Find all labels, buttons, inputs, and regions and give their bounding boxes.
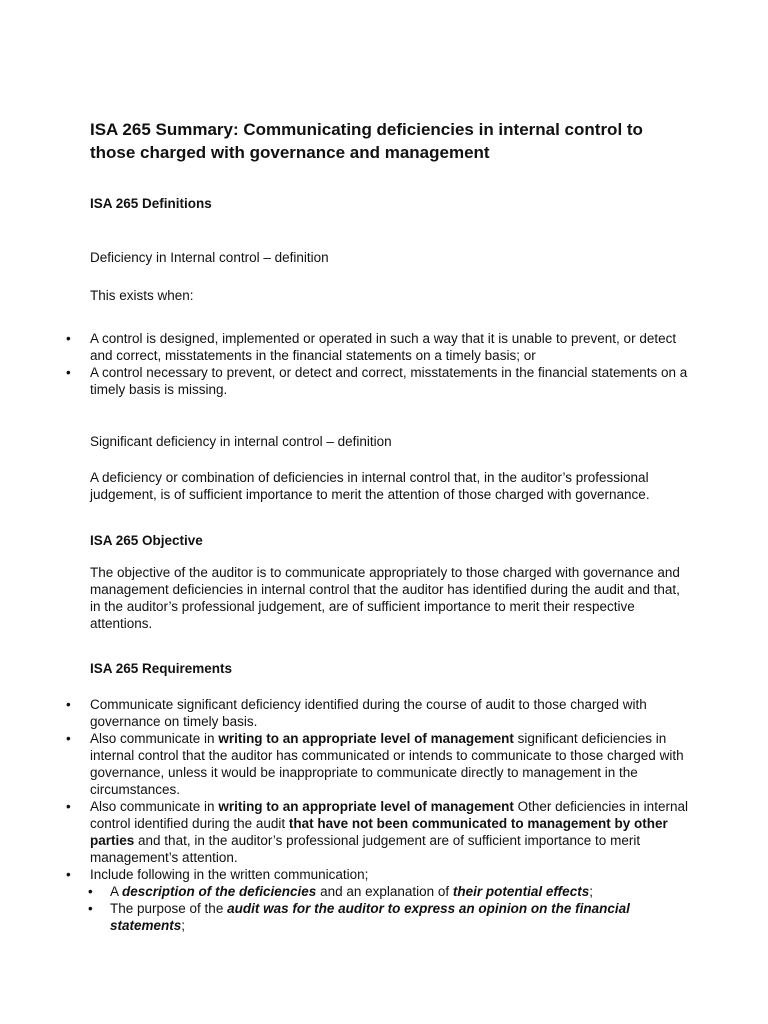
sublist-container bbox=[0, 883, 768, 934]
list-item-text: Communicate significant deficiency identified during the course of audit to those charged with governance on timely basis. bbox=[90, 697, 647, 729]
sublist-item-text-part: The purpose of the bbox=[110, 901, 228, 916]
bullet-icon: • bbox=[66, 365, 71, 380]
list-item bbox=[0, 696, 690, 730]
deficiency-definition-label: Deficiency in Internal control – definition bbox=[90, 250, 329, 265]
sublist-item-text-part: A bbox=[110, 884, 123, 899]
list-item-text-part: Other deficiencies in internal control identified during the audit bbox=[90, 799, 688, 831]
sublist-item-text-part: ; bbox=[589, 884, 593, 899]
requirements-list bbox=[0, 696, 768, 934]
list-item-text: A control is designed, implemented or operated in such a way that it is unable to prevent, or detect and correct, misstatements in the financial statements on a timely basis; or bbox=[90, 331, 677, 363]
list-item-text-bold: writing to an appropriate level of management bbox=[218, 799, 514, 814]
list-item-text-bold: writing to an appropriate level of management bbox=[218, 731, 514, 746]
sublist-item bbox=[0, 900, 690, 934]
sublist-item-text-part: ; bbox=[181, 918, 186, 933]
bullet-icon: • bbox=[88, 901, 93, 916]
bullet-icon: • bbox=[66, 867, 71, 882]
sublist-item-text-part: and an explanation of bbox=[316, 884, 453, 899]
list-item-text-part: and that, in the auditor’s professional judgement are of sufficient importance to merit management’s attention. bbox=[90, 833, 641, 865]
list-item bbox=[0, 798, 690, 866]
sublist-item-text-bold-italic: audit was for the auditor to express an opinion on the financial statements bbox=[110, 901, 630, 933]
bullet-icon: • bbox=[66, 697, 71, 712]
list-item-text: Include following in the written communication; bbox=[90, 867, 369, 882]
significant-deficiency-text: A deficiency or combination of deficiencies in internal control that, in the auditor’s professional judgement, is of sufficient importance to merit the attention of those charged with governance. bbox=[90, 470, 650, 502]
sublist-item-text-bold-italic: description of the deficiencies bbox=[122, 884, 317, 899]
list-item-text-bold: that have not been communicated to management by other parties bbox=[90, 816, 668, 848]
sublist-item-text-bold-italic: their potential effects bbox=[452, 884, 590, 899]
list-item-text-part: significant deficiencies in internal control that the auditor has communicated or intends to communicate to those charged with governance, unless it would be inappropriate to communicate directly to management in the circumstances. bbox=[90, 731, 684, 797]
requirements-heading: ISA 265 Requirements bbox=[90, 661, 233, 676]
bullet-icon: • bbox=[66, 331, 71, 346]
page-title: ISA 265 Summary: Communicating deficiencies in internal control to those charged with governance and management bbox=[90, 120, 643, 162]
list-item bbox=[0, 330, 690, 364]
list-item-text-part: Also communicate in bbox=[90, 731, 219, 746]
objective-heading: ISA 265 Objective bbox=[90, 533, 203, 548]
list-item-text-part: Also communicate in bbox=[90, 799, 219, 814]
definition-bullet-list bbox=[0, 330, 768, 398]
bullet-icon: • bbox=[66, 799, 71, 814]
bullet-icon: • bbox=[88, 884, 93, 899]
bullet-icon: • bbox=[66, 731, 71, 746]
objective-text: The objective of the auditor is to communicate appropriately to those charged with governance and management deficiencies in internal control that the auditor has identified during the audit and that, in the auditor’s professional judgement, are of sufficient importance to merit their respective attentions. bbox=[90, 565, 680, 631]
list-item bbox=[0, 730, 690, 798]
sublist-item bbox=[0, 883, 690, 900]
written-communication-sublist bbox=[0, 883, 768, 934]
definitions-heading: ISA 265 Definitions bbox=[90, 196, 212, 211]
list-item bbox=[0, 364, 690, 398]
list-item bbox=[0, 866, 690, 883]
list-item-text: A control necessary to prevent, or detect and correct, misstatements in the financial statements on a timely basis is missing. bbox=[90, 365, 688, 397]
significant-deficiency-label: Significant deficiency in internal control – definition bbox=[90, 434, 392, 449]
exists-when-text: This exists when: bbox=[90, 288, 194, 303]
